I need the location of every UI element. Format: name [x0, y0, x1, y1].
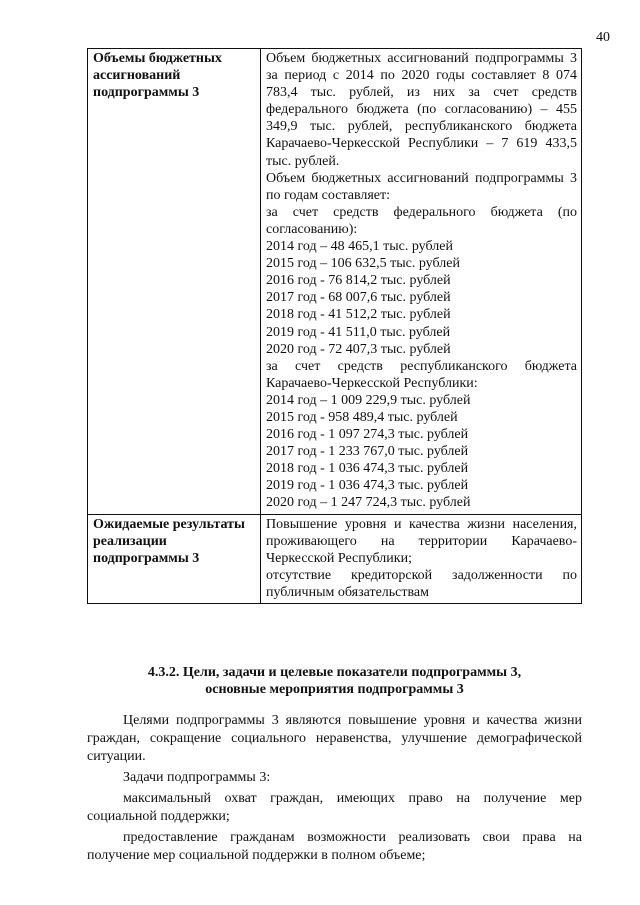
republic-2020: 2020 год – 1 247 724,3 тыс. рублей: [266, 495, 471, 511]
federal-2015: 2015 год – 106 632,5 тыс. рублей: [266, 256, 460, 272]
federal-2018: 2018 год - 41 512,2 тыс. рублей: [266, 307, 451, 323]
paragraph-goals: Целями подпрограммы 3 являются повышение уровня и качества жизни граждан, сокращение социального неравенства, улучшение демографической ситуации.: [87, 713, 582, 764]
results-label: Ожидаемые результаты реализации подпрограммы 3: [88, 514, 261, 603]
republic-2019: 2019 год - 1 036 474,3 тыс. рублей: [266, 478, 469, 494]
section-heading-line-2: основные мероприятия подпрограммы 3: [205, 682, 464, 697]
result-no-arrears: отсутствие кредиторской задолженности по публичным обязательствам: [266, 567, 577, 600]
budget-by-year-intro: Объем бюджетных ассигнований подпрограммы 3 по годам составляет:: [266, 170, 577, 203]
section-heading-line-1: 4.3.2. Цели, задачи и целевые показатели подпрограммы 3,: [147, 665, 522, 680]
section-body: [87, 712, 582, 868]
republic-budget-label: за счет средств республиканского бюджета Карачаево-Черкесской Республики:: [266, 358, 577, 391]
budget-total-text: Объем бюджетных ассигнований подпрограммы 3 за период с 2014 по 2020 годы составляет 8 074 783,4 тыс. рублей, из них за счет средств федерального бюджета (по согласованию) – 455 349,9 тыс. рублей, республиканского бюджета Карачаево-Черкесской Республики – 7 619 433,5 тыс. рублей.: [266, 51, 577, 169]
paragraph-task-rights: предоставление гражданам возможности реализовать свои права на получение мер социальной поддержки в полном объеме;: [87, 830, 582, 863]
federal-2014: 2014 год – 48 465,1 тыс. рублей: [266, 239, 453, 255]
paragraph-tasks-intro: Задачи подпрограммы 3:: [123, 770, 271, 785]
republic-2015: 2015 год - 958 489,4 тыс. рублей: [266, 409, 458, 425]
federal-budget-label: за счет средств федерального бюджета (по согласованию):: [266, 204, 577, 237]
republic-2017: 2017 год - 1 233 767,0 тыс. рублей: [266, 444, 469, 460]
federal-2019: 2019 год - 41 511,0 тыс. рублей: [266, 324, 451, 340]
section-heading: [87, 664, 582, 698]
results-content: [261, 514, 582, 603]
budget-content: [261, 49, 582, 515]
results-row: [88, 514, 582, 603]
republic-2016: 2016 год - 1 097 274,3 тыс. рублей: [266, 427, 469, 443]
federal-2017: 2017 год - 68 007,6 тыс. рублей: [266, 290, 451, 306]
republic-2014: 2014 год – 1 009 229,9 тыс. рублей: [266, 392, 471, 408]
subprogram-passport-table: [87, 48, 582, 604]
result-quality-of-life: Повышение уровня и качества жизни населения, проживающего на территории Карачаево-Черкесской Республики;: [266, 516, 577, 566]
budget-row: [88, 49, 582, 515]
paragraph-task-coverage: максимальный охват граждан, имеющих право на получение мер социальной поддержки;: [87, 791, 582, 824]
federal-2016: 2016 год - 76 814,2 тыс. рублей: [266, 273, 451, 289]
republic-2018: 2018 год - 1 036 474,3 тыс. рублей: [266, 461, 469, 477]
page-number: 40: [596, 30, 610, 45]
budget-label: Объемы бюджетных ассигнований подпрограммы 3: [88, 49, 261, 515]
federal-2020: 2020 год - 72 407,3 тыс. рублей: [266, 341, 451, 357]
